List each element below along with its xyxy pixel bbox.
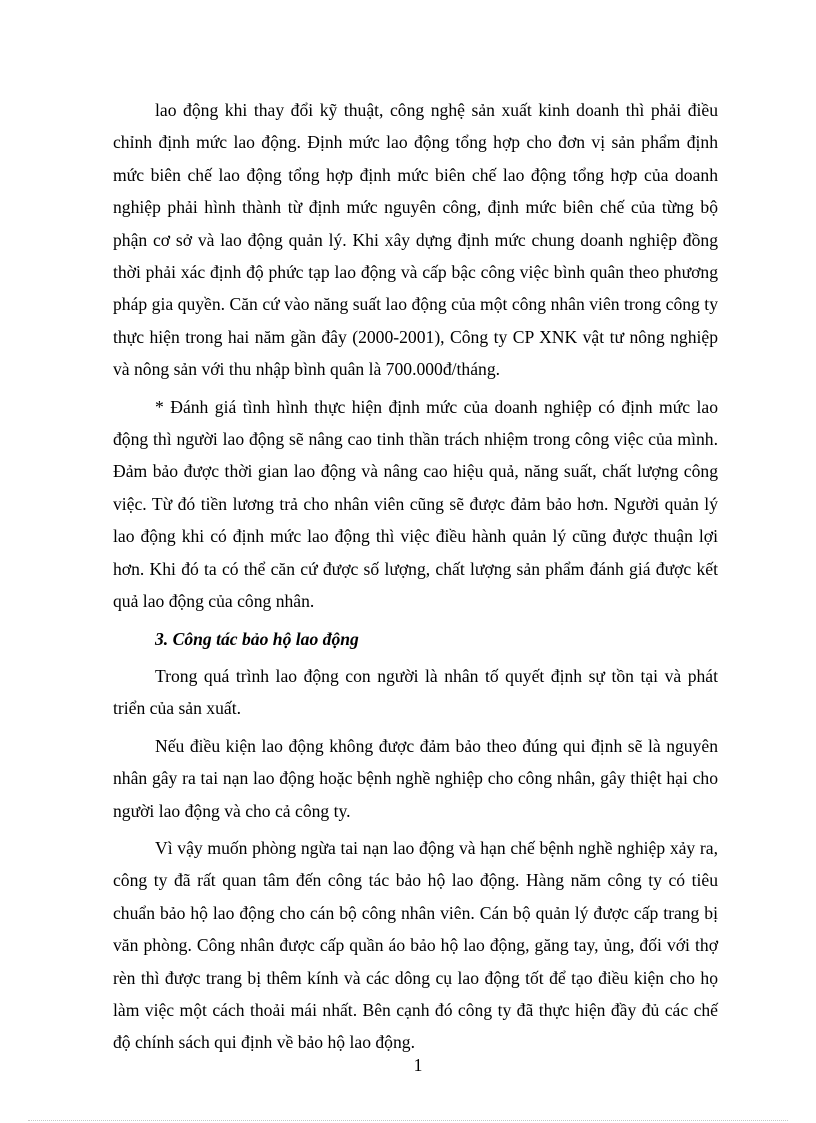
page-body bbox=[113, 94, 718, 1064]
page-number: 1 bbox=[413, 1055, 423, 1075]
paragraph-protection-measures: Vì vậy muốn phòng ngừa tai nạn lao động và hạn chế bệnh nghề nghiệp xảy ra, công ty đã rất quan tâm đến công tác bảo hộ lao động. Hàng năm công ty có tiêu chuẩn bảo hộ lao động cho cán bộ công nhân viên. Cán bộ quản lý được cấp trang bị văn phòng. Công nhân được cấp quần áo bảo hộ lao động, găng tay, ủng, đối với thợ rèn thì được trang bị thêm kính và các dông cụ lao động tốt để tạo điều kiện cho họ làm việc một cách thoải mái nhất. Bên cạnh đó công ty đã thực hiện đầy đủ các chế độ chính sách qui định về bảo hộ lao động. bbox=[113, 837, 718, 1053]
section-heading: 3. Công tác bảo hộ lao động bbox=[155, 628, 359, 649]
paragraph-labor-role: Trong quá trình lao động con người là nhân tố quyết định sự tồn tại và phát triển của sản xuất. bbox=[113, 665, 718, 719]
paragraph-norm-evaluation: * Đánh giá tình hình thực hiện định mức của doanh nghiệp có định mức lao động thì người lao động sẽ nâng cao tinh thần trách nhiệm trong công việc của mình. Đảm bảo được thời gian lao động và nâng cao hiệu quả, năng suất, chất lượng công việc. Từ đó tiền lương trả cho nhân viên cũng sẽ được đảm bảo hơn. Người quản lý lao động khi có định mức lao động thì việc điều hành quản lý cũng được thuận lợi hơn. Khi đó ta có thể căn cứ được số lượng, chất lượng sản phẩm đánh giá được kết quả lao động của công nhân. bbox=[113, 396, 718, 612]
paragraph-conditions: Nếu điều kiện lao động không được đảm bảo theo đúng qui định sẽ là nguyên nhân gây ra tai nạn lao động hoặc bệnh nghề nghiệp cho công nhân, gây thiệt hại cho người lao động và cho cả công ty. bbox=[113, 735, 718, 821]
page-bottom-divider bbox=[28, 1120, 788, 1121]
paragraph-labor-norms: lao động khi thay đổi kỹ thuật, công nghệ sản xuất kinh doanh thì phải điều chỉnh định mức lao động. Định mức lao động tổng hợp cho đơn vị sản phẩm định mức biên chế lao động tổng hợp định mức biên chế lao động tổng hợp của doanh nghiệp phải hình thành từ định mức nguyên công, định mức biên chế của từng bộ phận cơ sở và lao động quản lý. Khi xây dựng định mức chung doanh nghiệp đồng thời phải xác định độ phức tạp lao động và cấp bậc công việc bình quân theo phương pháp gia quyền. Căn cứ vào năng suất lao động của một công nhân viên trong công ty thực hiện trong hai năm gần đây (2000-2001), Công ty CP XNK vật tư nông nghiệp và nông sản với thu nhập bình quân là 700.000đ/tháng. bbox=[113, 100, 718, 380]
